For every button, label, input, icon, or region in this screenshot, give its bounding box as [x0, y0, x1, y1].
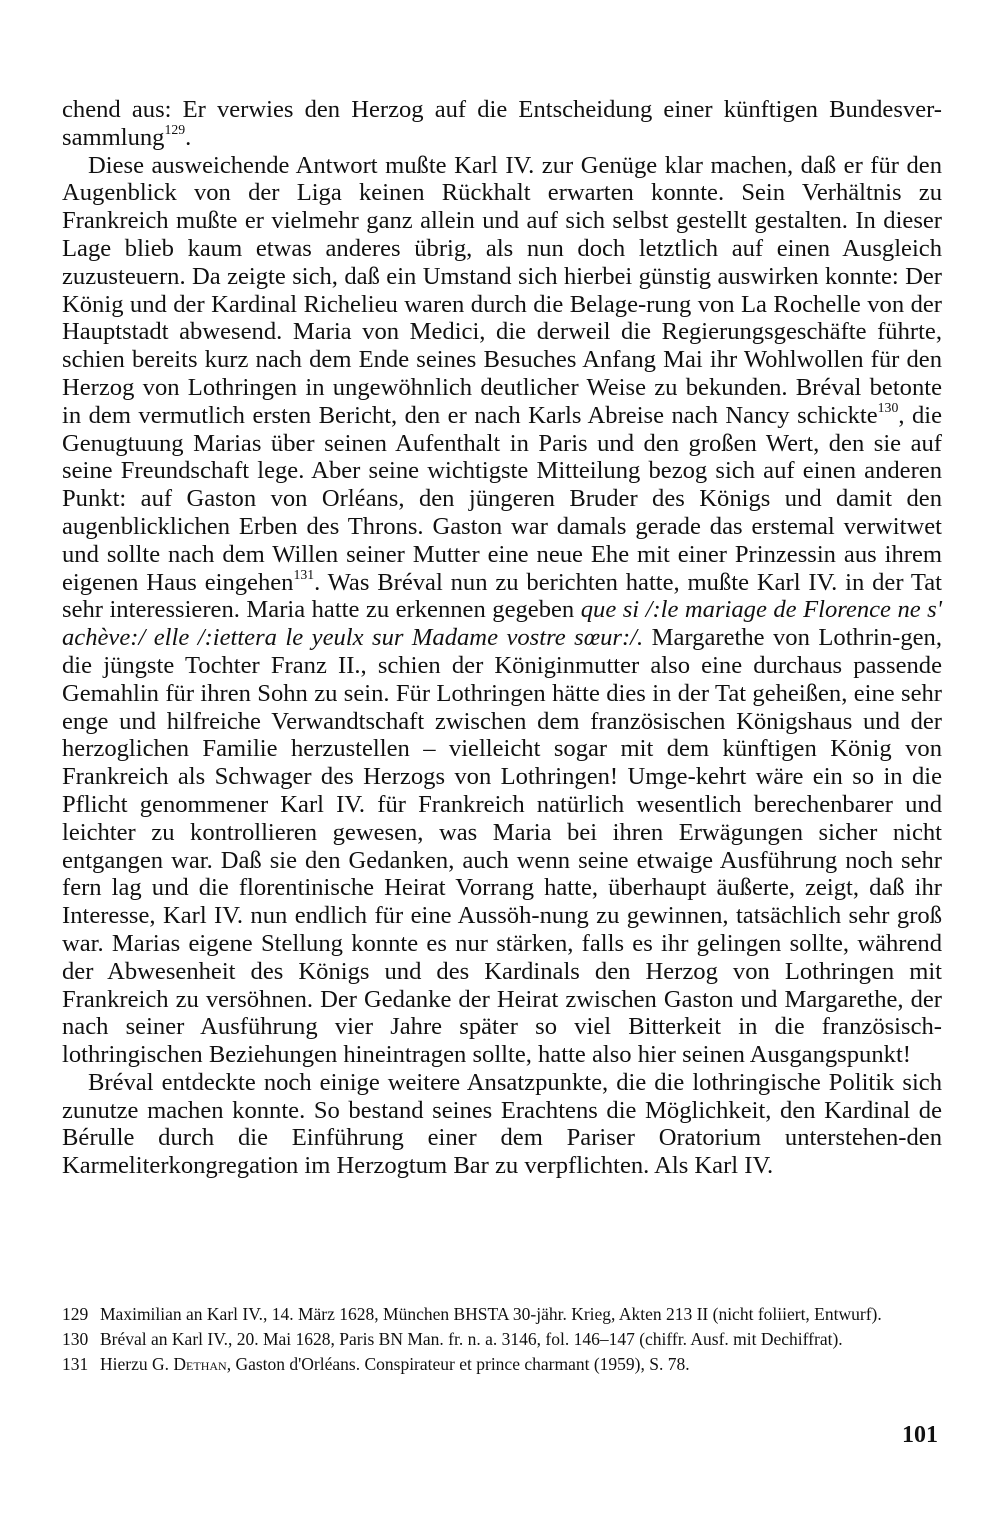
footnote-reference: 131	[293, 566, 315, 582]
footnote-text-part: Hierzu G.	[100, 1354, 174, 1374]
text-run: .	[185, 123, 192, 151]
footnote-text-part: , Gaston d'Orléans. Conspirateur et prince charmant (1959), S. 78.	[226, 1354, 690, 1374]
paragraph	[62, 152, 942, 1069]
text-run: Diese ausweichende Antwort mußte Karl IV. zur Genüge klar machen, daß er für den Augenblick von der Liga keinen Rückhalt erwarten konnte. Sein Verhältnis zu Frankreich mußte er vielmehr ganz allein und auf sich selbst gestellt gestalten. In dieser Lage blieb kaum etwas anderes übrig, als nun doch letztlich auf einen Ausgleich zuzusteuern. Da zeigte sich, daß ein Umstand sich hierbei günstig auswirken konnte: Der König und der Kardinal Richelieu waren durch die Belage-rung von La Rochelle von der Hauptstadt abwesend. Maria von Medici, die derweil die Regierungsgeschäfte führte, schien bereits kurz nach dem Ende seines Besuches Anfang Mai ihr Wohlwollen für den Herzog von Lothringen in ungewöhnlich deutlicher Weise zu bekunden. Bréval betonte in dem vermutlich ersten Bericht, den er nach Karls Abreise nach Nancy schickte	[62, 151, 942, 429]
footnote-text: Maximilian an Karl IV., 14. März 1628, München BHSTA 30-jähr. Krieg, Akten 213 II (nicht foliiert, Entwurf).	[100, 1304, 882, 1324]
footnote-text: Bréval an Karl IV., 20. Mai 1628, Paris BN Man. fr. n. a. 3146, fol. 146–147 (chiffr. Ausf. mit Dechiffrat).	[100, 1329, 843, 1349]
footnote-number: 130	[62, 1329, 89, 1349]
footnote-130	[62, 1327, 942, 1352]
footnote-reference: 129	[164, 121, 186, 137]
footnotes	[62, 1302, 942, 1377]
footnote-author: Dethan	[173, 1354, 227, 1374]
footnote-number: 129	[62, 1304, 89, 1324]
paragraph	[62, 96, 942, 152]
text-run: Bréval entdeckte noch einige weitere Ansatzpunkte, die die lothringische Politik sich zunutze machen konnte. So bestand seines Erachtens die Möglichkeit, den Kardinal de Bérulle durch die Einführung einer dem Pariser Oratorium unterstehen-den Karmeliterkongregation im Herzogtum Bar zu verpflichten. Als Karl IV.	[62, 1068, 942, 1180]
page-number: 101	[902, 1422, 938, 1448]
footnote-131	[62, 1352, 942, 1377]
text-run: . Was Bréval nun zu berichten hatte, mußte Karl IV. in der Tat sehr interessieren. Maria hatte zu erkennen gegeben	[62, 568, 942, 624]
footnote-text	[100, 1352, 942, 1377]
text-run: , die Genugtuung Marias über seinen Aufenthalt in Paris und den großen Wert, den sie auf seine Freundschaft lege. Aber seine wichtigste Mitteilung bezog sich auf einen anderen Punkt: auf Gaston von Orléans, den jüngeren Bruder des Königs und damit den augenblicklichen Erben des Throns. Gaston war damals gerade das erstemal verwitwet und sollte nach dem Willen seiner Mutter eine neue Ehe mit einer Prinzessin aus ihrem eigenen Haus eingehen	[62, 401, 943, 596]
italic-quote: que si /:le mariage de Florence ne s' achève:/ elle /:iettera le yeulx sur Madame vostre sœur:/.	[62, 596, 943, 652]
paragraph	[62, 1069, 942, 1180]
footnote-number: 131	[62, 1354, 89, 1374]
footnote-reference: 130	[877, 399, 899, 415]
text-run: chend aus: Er verwies den Herzog auf die Entscheidung einer künftigen Bundesver-sammlung	[62, 96, 942, 151]
main-text	[62, 96, 942, 1180]
text-run: Margarethe von Lothrin-gen, die jüngste Tochter Franz II., schien der Königinmutter also eine durchaus passende Gemahlin für ihren Sohn zu sein. Für Lothringen hätte dies in der Tat geheißen, eine sehr enge und hilfreiche Verwandtschaft zwischen dem französischen Königshaus und der herzoglichen Familie herzustellen – vielleicht sogar mit dem künftigen König von Frankreich als Schwager des Herzogs von Lothringen! Umge-kehrt wäre ein so in die Pflicht genommener Karl IV. für Frankreich natürlich wesentlich berechenbarer und leichter zu kontrollieren gewesen, was Maria bei ihren Erwägungen sicher nicht entgangen war. Daß sie den Gedanken, auch wenn seine etwaige Ausführung noch sehr fern lag und die florentinische Heirat Vorrang hatte, überhaupt äußerte, zeigt, daß ihr Interesse, Karl IV. nun endlich für eine Aussöh-nung zu gewinnen, tatsächlich sehr groß war. Marias eigene Stellung konnte es nur stärken, falls es ihr gelingen sollte, während der Abwesenheit des Königs und des Kardinals den Herzog von Lothringen mit Frankreich zu versöhnen. Der Gedanke der Heirat zwischen Gaston und Margarethe, der nach seiner Ausführung vier Jahre später so viel Bitterkeit in die französisch-lothringischen Beziehungen hineintragen sollte, hatte also hier seinen Ausgangspunkt!	[62, 624, 942, 1069]
footnote-129	[62, 1302, 942, 1327]
